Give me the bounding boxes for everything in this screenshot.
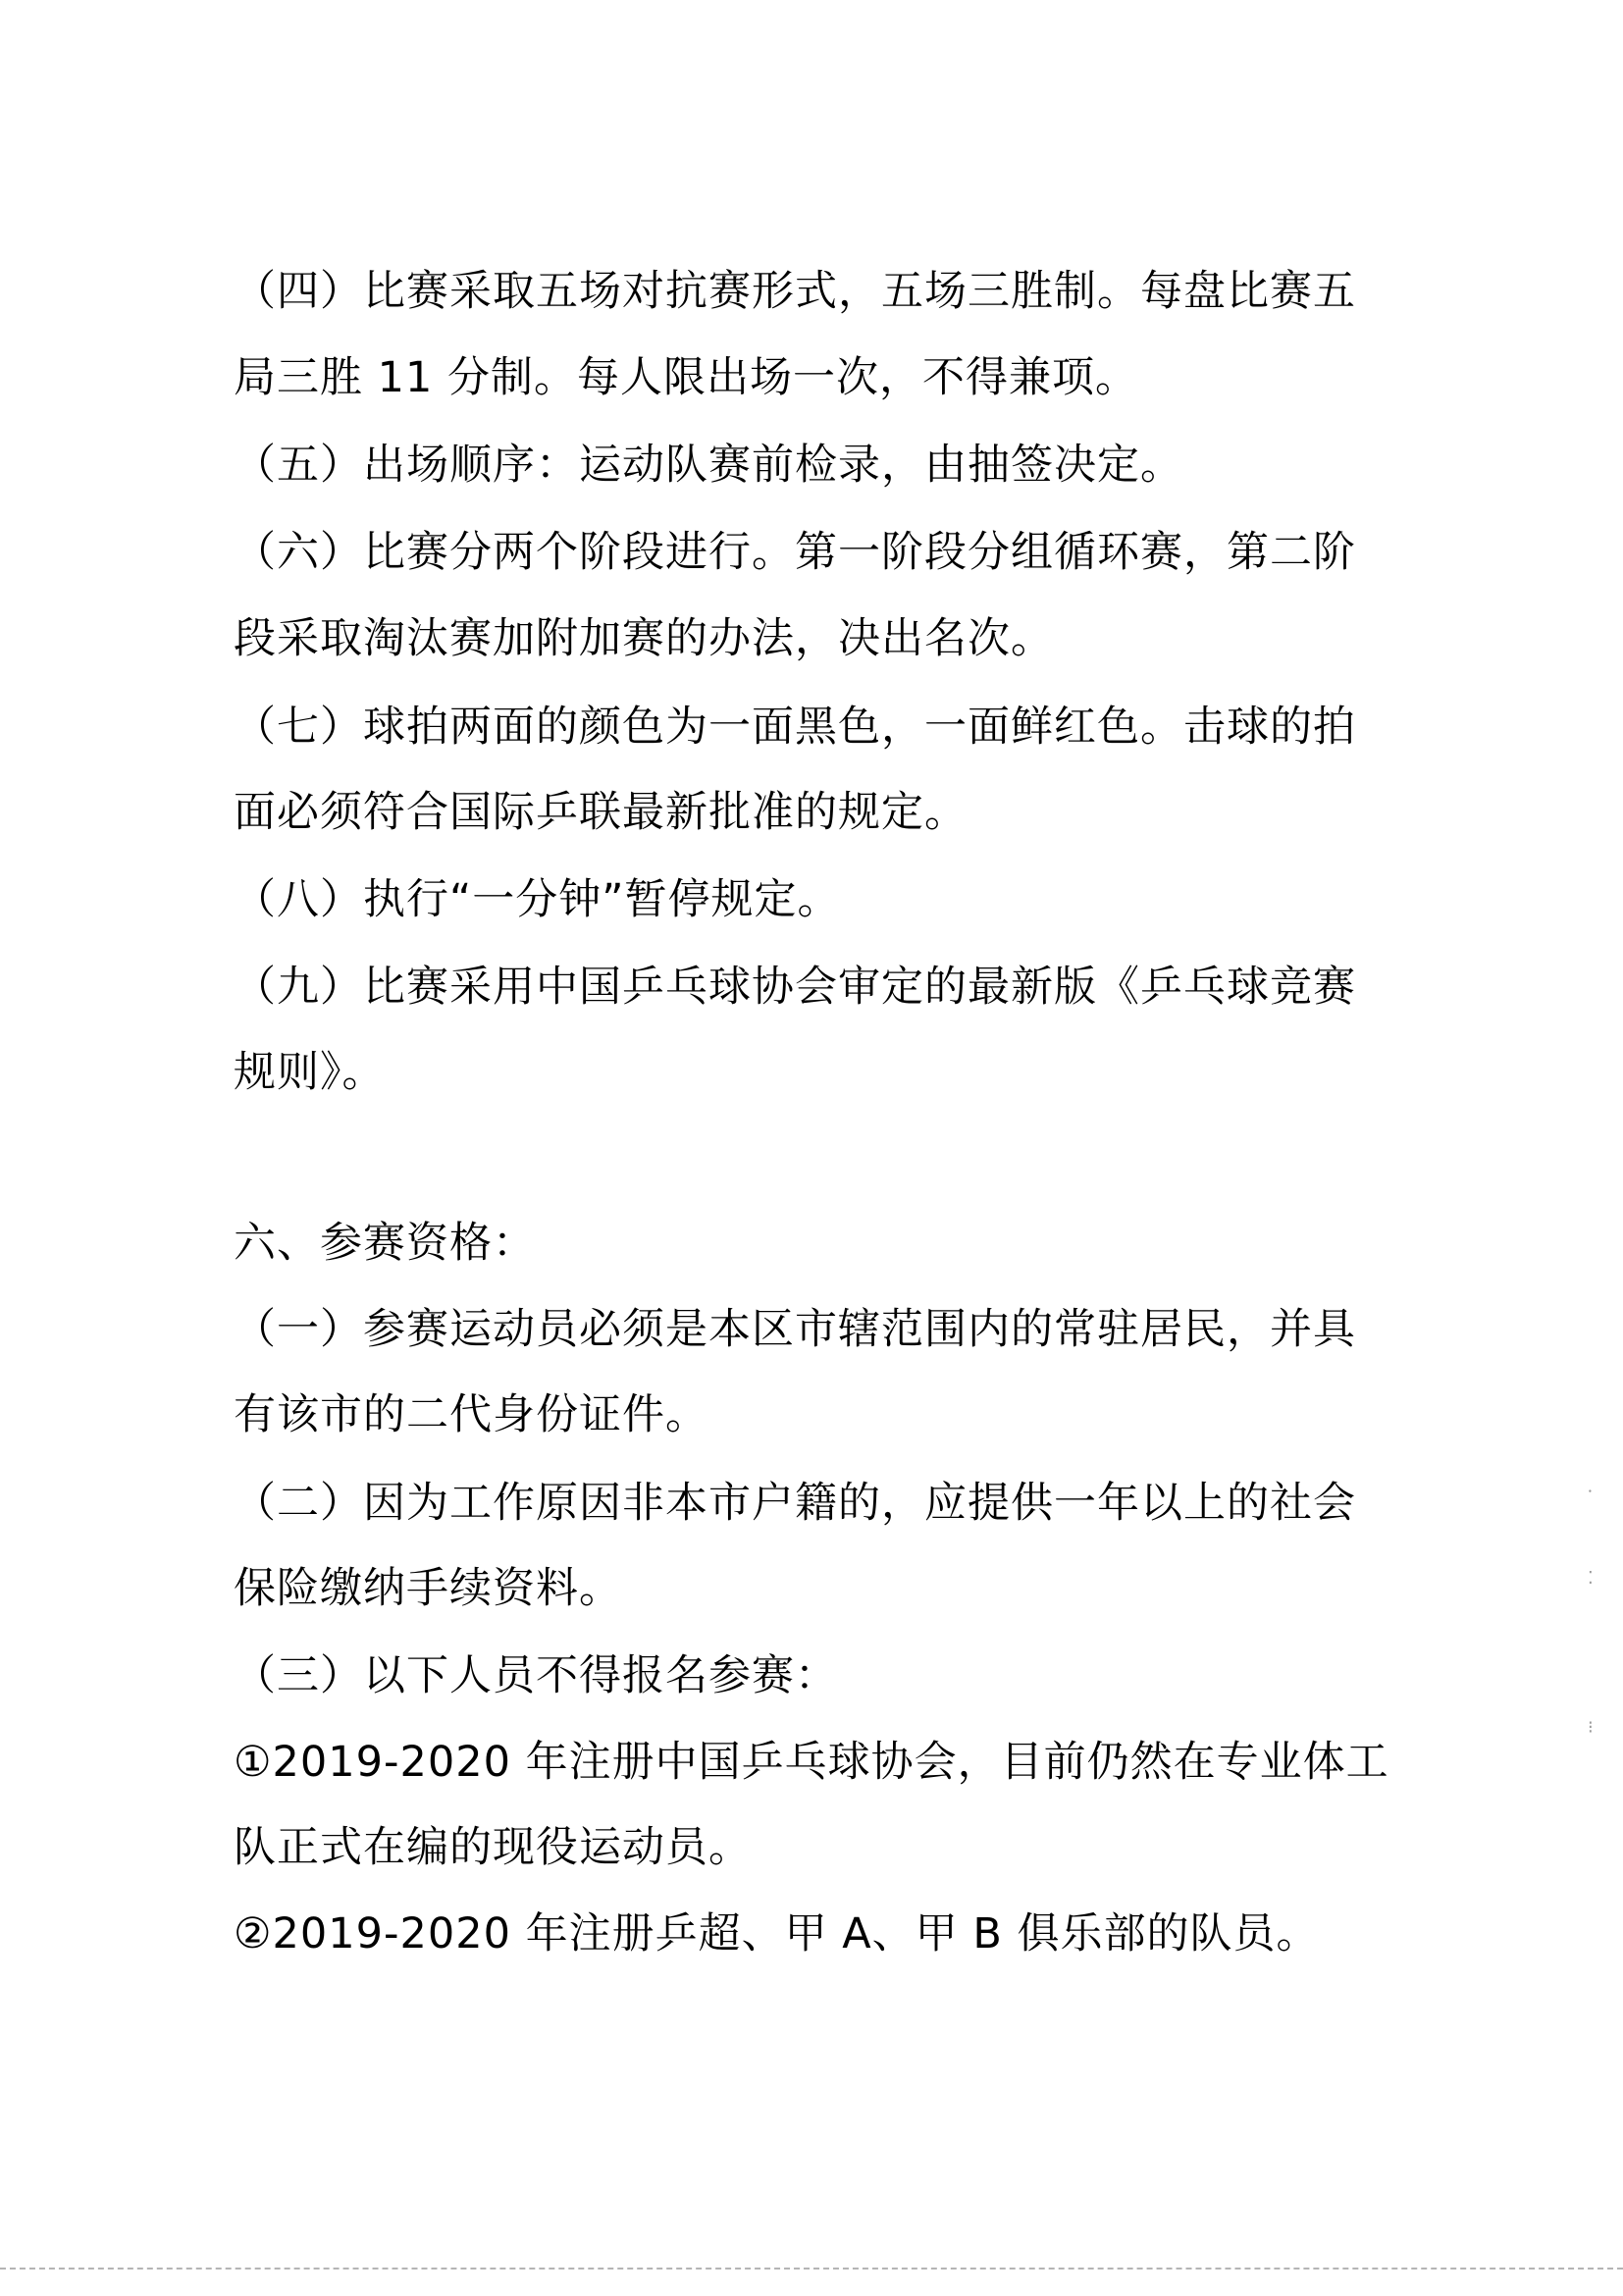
text-line: （六）比赛分两个阶段进行。第一阶段分组循环赛，第二阶 [234, 528, 1356, 577]
text-line: （三）以下人员不得报名参赛： [234, 1651, 838, 1700]
text-line: 有该市的二代身份证件。 [234, 1390, 708, 1439]
text-line: 队正式在编的现役运动员。 [234, 1823, 752, 1872]
scan-artifact: ⁚ [1588, 1568, 1594, 1589]
text-line: （九）比赛采用中国乒乓球协会审定的最新版《乒乓球竞赛 [234, 963, 1356, 1012]
text-line: （四）比赛采取五场对抗赛形式，五场三胜制。每盘比赛五 [234, 267, 1356, 316]
text-line: （五）出场顺序：运动队赛前检录，由抽签决定。 [234, 441, 1183, 490]
text-line: （二）因为工作原因非本市户籍的，应提供一年以上的社会 [234, 1479, 1356, 1528]
scan-artifact: ⸱ [1588, 1482, 1593, 1502]
section-heading: 六、参赛资格： [234, 1219, 536, 1268]
scan-edge-artifact [0, 2268, 1623, 2270]
text-line: （七）球拍两面的颜色为一面黑色，一面鲜红色。击球的拍 [234, 703, 1356, 752]
text-line: ②2019-2020 年注册乒超、甲 A、甲 B 俱乐部的队员。 [234, 1909, 1320, 1958]
text-line: 面必须符合国际乒联最新批准的规定。 [234, 788, 968, 837]
text-line: （一）参赛运动员必须是本区市辖范围内的常驻居民，并具 [234, 1305, 1356, 1354]
text-line: ①2019-2020 年注册中国乒乓球协会，目前仍然在专业体工 [234, 1738, 1389, 1787]
text-line: 规则》。 [234, 1048, 386, 1097]
text-line: 保险缴纳手续资料。 [234, 1564, 622, 1613]
scan-artifact: ⁝ [1588, 1717, 1594, 1738]
text-line: 局三胜 11 分制。每人限出场一次，不得兼项。 [234, 353, 1139, 402]
text-line: （八）执行“一分钟”暂停规定。 [234, 875, 841, 924]
text-line: 段采取淘汰赛加附加赛的办法，决出名次。 [234, 614, 1054, 663]
